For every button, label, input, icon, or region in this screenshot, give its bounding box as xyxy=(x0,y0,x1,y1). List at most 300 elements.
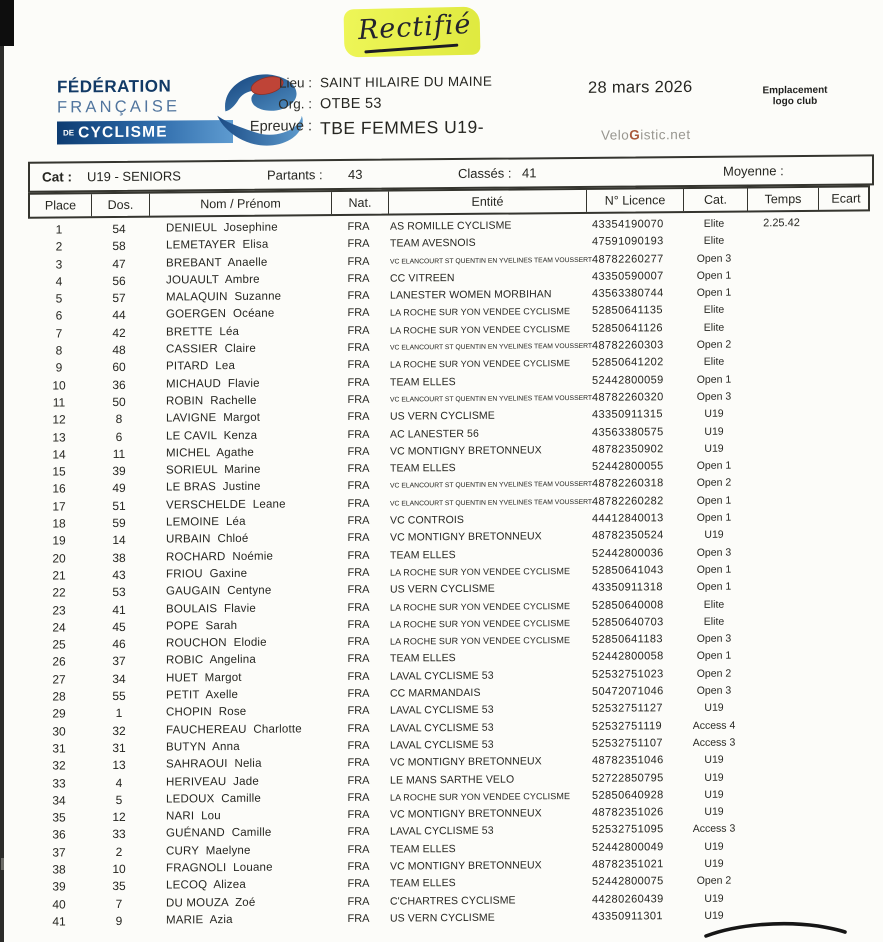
cell-licence: 43350911318 xyxy=(592,581,663,595)
cell-nat: FRA xyxy=(347,912,370,925)
classes-label: Classés : xyxy=(458,165,512,182)
cell-ecart xyxy=(817,768,871,786)
cell-cat: U19 xyxy=(704,407,724,421)
cell-nom: LEMETAYER Elisa xyxy=(166,238,269,252)
cell-temps xyxy=(746,838,817,856)
cell-temps xyxy=(746,388,817,406)
cell-place: 29 xyxy=(52,706,66,721)
emplacement-line1: Emplacement xyxy=(762,84,828,97)
cell-dos: 4 xyxy=(115,775,123,790)
cell-ecart xyxy=(817,699,871,717)
cell-nat: FRA xyxy=(347,341,370,355)
cell-temps xyxy=(746,405,817,423)
cell-ecart xyxy=(817,526,871,544)
cell-ecart xyxy=(817,630,871,648)
cell-nom: DU MOUZA Zoé xyxy=(166,896,256,910)
cell-licence: 43350911301 xyxy=(592,910,663,923)
org-value: OTBE 53 xyxy=(320,95,382,113)
cell-cat: Open 3 xyxy=(696,252,732,265)
cell-nat: FRA xyxy=(347,514,370,528)
cell-dos: 7 xyxy=(115,896,123,911)
cell-licence: 44412840013 xyxy=(592,512,664,525)
cell-licence: 44280260439 xyxy=(592,892,664,906)
cell-nat: FRA xyxy=(347,324,370,337)
cell-nom: CASSIER Claire xyxy=(166,342,256,356)
cell-licence: 52722850795 xyxy=(592,771,664,785)
cell-nat: FRA xyxy=(347,220,370,233)
cell-ecart xyxy=(817,872,871,890)
cell-dos: 43 xyxy=(112,567,126,582)
cell-cat: Open 1 xyxy=(696,286,732,300)
cell-nom: LEDOUX Camille xyxy=(166,792,262,806)
cell-licence: 48782260303 xyxy=(592,339,664,352)
cell-dos: 41 xyxy=(112,602,126,617)
cell-cat: Elite xyxy=(703,234,725,248)
cell-nom: FRIOU Gaxine xyxy=(166,567,248,581)
watermark-velo: Velo xyxy=(601,127,630,143)
cell-nat: FRA xyxy=(347,532,370,545)
table-body xyxy=(28,214,870,931)
cell-temps xyxy=(746,889,817,907)
cell-nom: FAUCHEREAU Charlotte xyxy=(166,722,302,737)
cell-place: 30 xyxy=(52,724,66,739)
cell-entite: LA ROCHE SUR YON VENDEE CYCLISME xyxy=(390,358,571,370)
epreuve-label: Epreuve : xyxy=(249,118,312,135)
cell-licence: 52850641135 xyxy=(592,304,663,318)
cell-place: 16 xyxy=(52,481,66,496)
cell-cat: Open 1 xyxy=(696,650,732,663)
cell-place: 26 xyxy=(52,654,66,669)
cell-ecart xyxy=(817,543,871,561)
cell-nat: FRA xyxy=(347,705,370,718)
cell-entite: CC MARMANDAIS xyxy=(390,686,481,700)
cat-value: U19 - SENIORS xyxy=(87,168,181,185)
cell-place: 1 xyxy=(55,222,63,237)
cell-cat: U19 xyxy=(704,909,724,922)
cell-temps: 2.25.42 xyxy=(763,217,800,230)
cell-licence: 48782260318 xyxy=(592,477,664,491)
cell-nom: JOUAULT Ambre xyxy=(166,273,260,287)
cell-dos: 36 xyxy=(112,377,126,392)
cell-nom: LAVIGNE Margot xyxy=(166,411,261,425)
cell-licence: 52850641202 xyxy=(592,356,664,370)
cell-place: 34 xyxy=(52,793,66,808)
cell-cat: Open 3 xyxy=(696,684,732,697)
cell-entite: VC ELANCOURT ST QUENTIN EN YVELINES TEAM VOUSSERT xyxy=(390,342,593,352)
cell-nom: GOERGEN Océane xyxy=(166,308,275,322)
cell-licence: 48782350902 xyxy=(592,443,664,456)
cell-dos: 31 xyxy=(112,740,126,755)
cell-nom: SAHRAOUI Nelia xyxy=(166,757,262,771)
cell-entite: LAVAL CYCLISME 53 xyxy=(390,721,494,735)
watermark-g: G xyxy=(629,127,641,143)
cell-entite: LA ROCHE SUR YON VENDEE CYCLISME xyxy=(390,790,571,803)
cell-ecart xyxy=(817,266,871,284)
cell-nat: FRA xyxy=(347,618,370,631)
rectifie-handwriting: Rectifié xyxy=(357,8,473,47)
cell-cat: U19 xyxy=(704,753,724,767)
cell-entite: VC MONTIGNY BRETONNEUX xyxy=(390,530,542,544)
cell-nat: FRA xyxy=(347,653,370,666)
cell-cat: U19 xyxy=(704,701,724,715)
cell-entite: US VERN CYCLISME xyxy=(390,582,495,596)
cell-licence: 52442800055 xyxy=(592,460,664,473)
cell-licence: 43563380575 xyxy=(592,425,664,439)
cell-entite: TEAM AVESNOIS xyxy=(390,237,476,250)
logo-cyclisme-text: CYCLISME xyxy=(78,123,168,141)
cell-licence: 48782260320 xyxy=(592,391,664,404)
cell-place: 21 xyxy=(52,568,66,583)
cell-temps xyxy=(746,232,817,250)
cell-ecart xyxy=(817,284,871,302)
cell-dos: 56 xyxy=(112,273,126,288)
cell-cat: Open 1 xyxy=(696,511,732,524)
cell-ecart xyxy=(817,318,871,336)
cell-place: 2 xyxy=(55,239,63,254)
cell-nat: FRA xyxy=(347,376,370,389)
cell-entite: VC MONTIGNY BRETONNEUX xyxy=(390,755,542,769)
cell-nom: ROBIC Angelina xyxy=(166,654,256,667)
cell-nat: FRA xyxy=(347,808,370,822)
cell-licence: 43354190070 xyxy=(592,218,664,231)
cell-temps xyxy=(746,492,817,510)
cell-ecart xyxy=(817,612,871,630)
cell-entite: LA ROCHE SUR YON VENDEE CYCLISME xyxy=(390,306,571,319)
partants-label: Partants : xyxy=(267,167,323,183)
cell-nat: FRA xyxy=(347,670,370,683)
cell-nat: FRA xyxy=(347,774,370,787)
velogistic-watermark xyxy=(601,127,691,143)
cell-dos: 8 xyxy=(115,412,123,427)
cell-dos: 49 xyxy=(112,481,126,496)
cell-cat: U19 xyxy=(704,840,724,853)
cell-cat: Open 1 xyxy=(696,373,732,386)
cell-nom: MARIE Azia xyxy=(166,913,233,927)
cell-licence: 48782351046 xyxy=(592,754,664,768)
cell-nom: BUTYN Anna xyxy=(166,740,240,754)
cell-nom: HUET Margot xyxy=(166,671,242,685)
cell-nat: FRA xyxy=(347,480,370,493)
cell-ecart xyxy=(817,457,871,475)
cell-licence: 52532751023 xyxy=(592,667,664,681)
cell-cat: U19 xyxy=(704,442,724,455)
cell-entite: TEAM ELLES xyxy=(390,842,456,856)
cell-ecart xyxy=(817,578,871,596)
cell-entite: LA ROCHE SUR YON VENDEE CYCLISME xyxy=(390,323,571,336)
cell-entite: TEAM ELLES xyxy=(390,877,456,890)
cell-dos: 48 xyxy=(112,342,126,358)
cell-entite: CC VITREEN xyxy=(390,271,455,285)
cell-licence: 43350911315 xyxy=(592,408,663,422)
cell-nom: PITARD Lea xyxy=(166,360,236,373)
column-header: Entité xyxy=(389,190,587,214)
cell-cat: Open 1 xyxy=(696,459,732,473)
cell-place: 31 xyxy=(52,741,66,756)
cell-cat: Open 2 xyxy=(696,667,732,680)
field-epreuve xyxy=(228,116,558,140)
event-date: 28 mars 2026 xyxy=(588,77,693,97)
cell-place: 9 xyxy=(55,360,63,375)
cell-temps xyxy=(746,249,817,267)
cell-temps xyxy=(746,803,817,821)
cell-licence: 48782260277 xyxy=(592,252,664,266)
cell-nom: ROCHARD Noémie xyxy=(166,550,274,564)
cell-place: 4 xyxy=(55,274,63,289)
cell-temps xyxy=(746,319,817,337)
cell-ecart xyxy=(817,595,871,613)
cell-nom: MALAQUIN Suzanne xyxy=(166,290,282,304)
cell-cat: U19 xyxy=(704,805,724,818)
cell-ecart xyxy=(817,785,871,803)
cell-ecart xyxy=(817,214,871,232)
cell-dos: 54 xyxy=(112,221,126,237)
cell-temps xyxy=(746,578,817,596)
cell-nat: FRA xyxy=(347,289,370,303)
cell-dos: 33 xyxy=(112,827,126,842)
cell-dos: 14 xyxy=(112,533,126,548)
cell-entite: LA ROCHE SUR YON VENDEE CYCLISME xyxy=(390,565,571,578)
logo-francaise-text: FRANÇAISE xyxy=(57,97,181,117)
cell-nat: FRA xyxy=(347,722,370,735)
cell-nat: FRA xyxy=(347,843,370,856)
cell-ecart xyxy=(817,820,871,838)
cell-temps xyxy=(746,301,817,319)
cell-nat: FRA xyxy=(347,428,370,441)
cell-temps xyxy=(746,474,817,492)
cell-ecart xyxy=(817,664,871,682)
cell-ecart xyxy=(817,301,871,319)
cell-licence: 52850640928 xyxy=(592,789,664,802)
cell-nom: FRAGNOLI Louane xyxy=(166,861,273,875)
cell-nom: NARI Lou xyxy=(166,810,221,823)
cell-dos: 11 xyxy=(112,446,126,461)
cell-nom: PETIT Axelle xyxy=(166,688,239,702)
logo-club-placeholder xyxy=(749,85,841,108)
cell-place: 10 xyxy=(52,378,66,393)
cell-dos: 59 xyxy=(112,515,126,531)
cell-dos: 1 xyxy=(115,706,123,721)
cell-temps xyxy=(746,509,817,527)
cell-temps xyxy=(746,855,817,873)
cell-nom: LE BRAS Justine xyxy=(166,481,261,495)
cell-licence: 52442800075 xyxy=(592,875,664,889)
cell-place: 22 xyxy=(52,585,66,600)
cell-licence: 52850640703 xyxy=(592,616,664,629)
cell-dos: 45 xyxy=(112,619,126,634)
cell-temps xyxy=(746,647,817,665)
cell-dos: 51 xyxy=(112,498,126,513)
cell-licence: 52442800058 xyxy=(592,650,664,664)
cell-licence: 52442800049 xyxy=(592,840,664,854)
cell-temps xyxy=(746,457,817,475)
column-header: Nom / Prénom xyxy=(150,192,332,216)
cell-licence: 52850640008 xyxy=(592,598,664,612)
cell-nom: SORIEUL Marine xyxy=(166,463,261,477)
cell-ecart xyxy=(817,405,871,423)
cell-dos: 35 xyxy=(112,879,126,894)
cell-licence: 52850641183 xyxy=(592,633,663,646)
cell-licence: 52532751095 xyxy=(592,823,664,837)
cell-temps xyxy=(746,422,817,440)
cell-ecart xyxy=(817,837,871,855)
lieu-label: Lieu : xyxy=(278,75,312,91)
lieu-value: SAINT HILAIRE DU MAINE xyxy=(320,73,493,91)
cell-nom: POPE Sarah xyxy=(166,619,238,633)
cell-nom: GAUGAIN Centyne xyxy=(166,584,272,598)
cell-temps xyxy=(746,630,817,648)
cell-cat: U19 xyxy=(704,529,724,542)
cell-place: 39 xyxy=(52,879,66,894)
cell-temps xyxy=(746,595,817,613)
cell-cat: Open 1 xyxy=(696,269,732,282)
cell-cat: Open 2 xyxy=(696,874,732,888)
cell-ecart xyxy=(817,387,871,405)
cell-nom: MICHEL Agathe xyxy=(166,446,255,460)
cell-nat: FRA xyxy=(347,756,370,770)
cell-entite: VC MONTIGNY BRETONNEUX xyxy=(390,444,542,458)
cell-dos: 10 xyxy=(112,861,126,877)
cell-cat: U19 xyxy=(704,425,724,438)
cell-entite: LA ROCHE SUR YON VENDEE CYCLISME xyxy=(390,617,571,630)
cell-ecart xyxy=(817,474,871,492)
cell-cat: Access 3 xyxy=(692,736,736,749)
cell-temps xyxy=(746,284,817,302)
cell-cat: Elite xyxy=(703,598,725,611)
cell-ecart xyxy=(817,802,871,820)
cell-place: 37 xyxy=(52,845,66,860)
cell-licence: 52442800059 xyxy=(592,373,664,387)
cell-temps xyxy=(746,440,817,458)
cell-cat: Elite xyxy=(703,321,725,334)
column-header: Cat. xyxy=(684,188,748,211)
cell-place: 3 xyxy=(55,257,63,272)
watermark-istic: istic.net xyxy=(640,126,691,143)
cell-entite: LAVAL CYCLISME 53 xyxy=(390,704,494,717)
cell-temps xyxy=(746,751,817,769)
emplacement-line2: logo club xyxy=(772,95,818,108)
cell-cat: Elite xyxy=(703,217,725,230)
cell-entite: LE MANS SARTHE VELO xyxy=(390,773,515,787)
cell-place: 17 xyxy=(52,499,66,514)
cell-dos: 47 xyxy=(112,256,126,271)
cell-entite: TEAM ELLES xyxy=(390,652,456,666)
cell-dos: 42 xyxy=(112,325,126,340)
cell-nat: FRA xyxy=(347,566,370,579)
cell-place: 25 xyxy=(52,637,66,652)
cell-nat: FRA xyxy=(347,601,370,614)
cell-nat: FRA xyxy=(347,739,370,752)
cell-nat: FRA xyxy=(347,687,370,700)
cell-nat: FRA xyxy=(347,895,370,908)
cell-temps xyxy=(746,872,817,890)
cell-dos: 38 xyxy=(112,550,126,565)
cell-place: 18 xyxy=(52,516,66,531)
cell-temps xyxy=(746,734,817,752)
cell-licence: 52850641126 xyxy=(592,321,663,335)
cell-dos: 39 xyxy=(112,464,126,479)
cell-entite: VC ELANCOURT ST QUENTIN EN YVELINES TEAM VOUSSERT xyxy=(390,256,593,266)
cell-temps xyxy=(746,613,817,631)
cell-place: 28 xyxy=(52,689,66,704)
cell-nat: FRA xyxy=(347,445,370,458)
cell-nat: FRA xyxy=(347,238,370,251)
cell-licence: 52532751107 xyxy=(592,737,663,750)
cell-cat: U19 xyxy=(704,857,724,870)
cell-dos: 12 xyxy=(112,809,126,825)
cell-entite: US VERN CYCLISME xyxy=(390,409,495,423)
cell-licence: 48782351026 xyxy=(592,806,664,819)
cell-nom: LECOQ Alizea xyxy=(166,879,246,892)
cell-nom: MICHAUD Flavie xyxy=(166,377,260,391)
cat-label: Cat : xyxy=(42,169,72,185)
cell-licence: 52442800036 xyxy=(592,546,664,560)
cell-nat: FRA xyxy=(347,791,370,804)
cell-entite: LA ROCHE SUR YON VENDEE CYCLISME xyxy=(390,635,571,647)
column-header: Nat. xyxy=(332,192,389,214)
cell-ecart xyxy=(817,854,871,872)
cell-dos: 50 xyxy=(112,394,126,409)
cell-licence: 48782351021 xyxy=(592,858,664,871)
cell-licence: 52850641043 xyxy=(592,564,664,577)
cell-entite: VC CONTROIS xyxy=(390,513,465,527)
cell-place: 35 xyxy=(52,810,66,825)
cell-nom: GUÉNAND Camille xyxy=(166,827,272,840)
cell-cat: U19 xyxy=(704,788,724,801)
cell-entite: VC ELANCOURT ST QUENTIN EN YVELINES TEAM VOUSSERT xyxy=(390,481,593,491)
cell-dos: 57 xyxy=(112,291,126,306)
cell-place: 19 xyxy=(52,533,66,548)
cell-ecart xyxy=(817,491,871,509)
cell-entite: LAVAL CYCLISME 53 xyxy=(390,669,494,683)
cell-nom: BRETTE Léa xyxy=(166,325,240,339)
cell-cat: Open 2 xyxy=(696,477,732,490)
cell-temps xyxy=(746,353,817,371)
cell-dos: 44 xyxy=(112,308,126,323)
cell-ecart xyxy=(817,232,871,250)
cell-temps xyxy=(746,336,817,354)
column-header: Ecart xyxy=(831,191,861,206)
cell-entite: TEAM ELLES xyxy=(390,548,456,562)
cell-ecart xyxy=(817,249,871,267)
cell-cat: Access 4 xyxy=(692,719,736,732)
cell-entite: LA ROCHE SUR YON VENDEE CYCLISME xyxy=(390,600,571,613)
cell-dos: 58 xyxy=(112,239,126,254)
cell-nat: FRA xyxy=(347,635,370,649)
cell-nom: LE CAVIL Kenza xyxy=(166,429,258,443)
cell-entite: C'CHARTRES CYCLISME xyxy=(390,894,516,908)
cell-nom: BREBANT Anaelle xyxy=(166,256,268,270)
cell-ecart xyxy=(817,353,871,371)
cell-place: 41 xyxy=(52,914,66,929)
column-header: Place xyxy=(30,194,92,217)
cell-temps xyxy=(746,682,817,700)
cell-dos: 46 xyxy=(112,637,126,652)
cell-ecart xyxy=(817,751,871,769)
cell-place: 33 xyxy=(52,775,66,791)
column-header: N° Licence xyxy=(587,189,684,212)
cell-ecart xyxy=(817,560,871,578)
cell-place: 20 xyxy=(52,551,66,566)
cell-licence: 48782350524 xyxy=(592,529,664,543)
cell-temps xyxy=(746,526,817,544)
cell-ecart xyxy=(817,733,871,751)
cell-cat: Open 3 xyxy=(696,546,732,559)
cell-entite: LAVAL CYCLISME 53 xyxy=(390,738,494,752)
cell-licence: 52532751119 xyxy=(592,719,663,733)
cell-place: 27 xyxy=(52,672,66,687)
classes-value: 41 xyxy=(522,165,537,181)
cell-place: 24 xyxy=(52,620,66,635)
